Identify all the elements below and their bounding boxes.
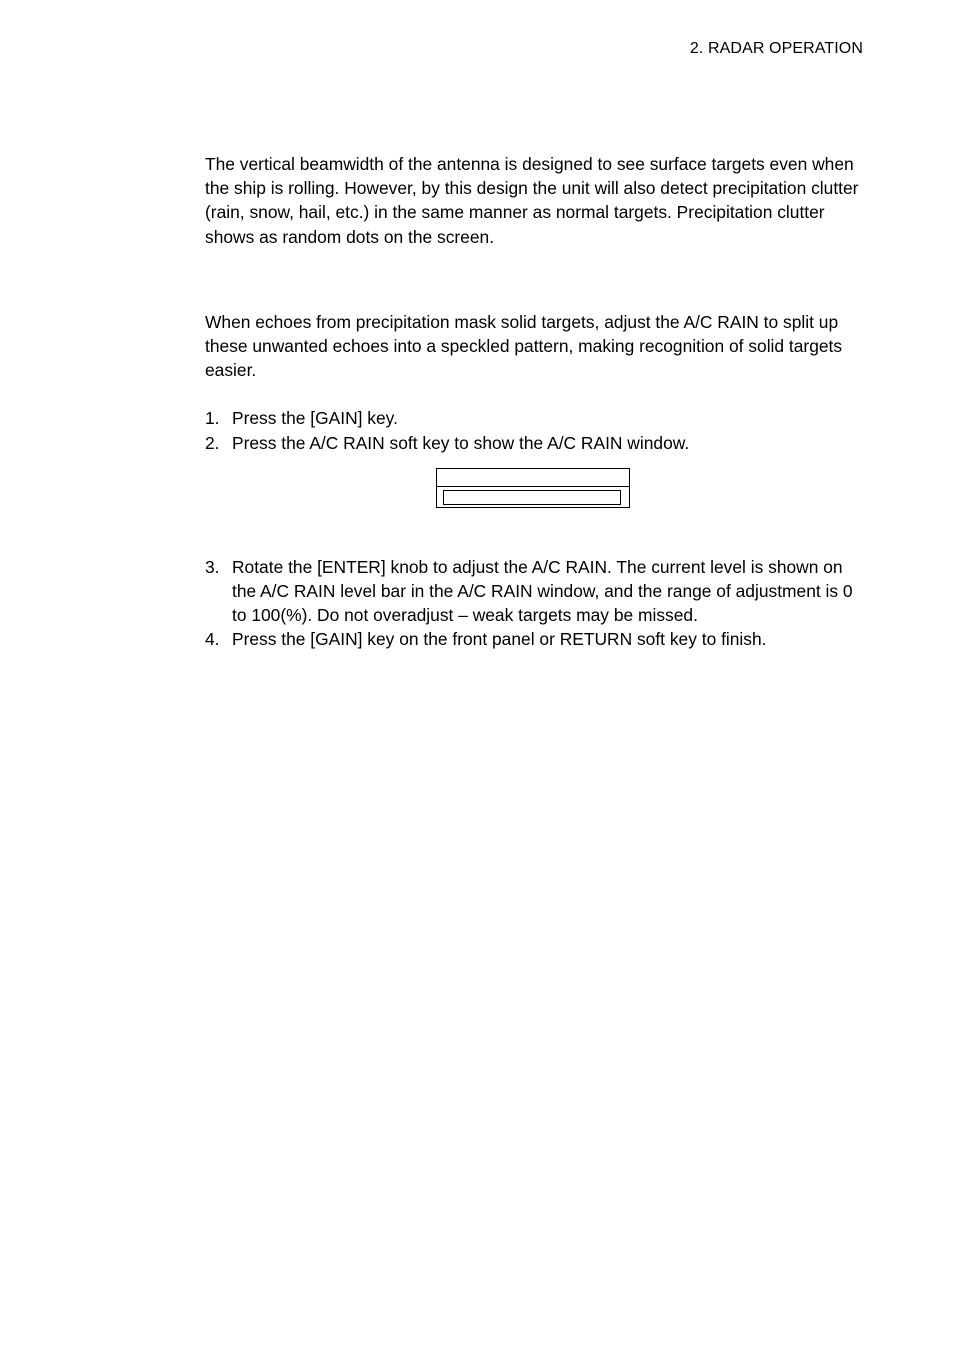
step-number: 1. xyxy=(205,408,220,429)
step-number: 4. xyxy=(205,629,220,650)
page-content xyxy=(205,152,865,652)
step-number: 3. xyxy=(205,556,220,577)
ac-rain-window-title-bar xyxy=(437,469,629,487)
running-header: 2. RADAR OPERATION xyxy=(689,40,863,57)
procedure-steps xyxy=(205,406,865,454)
step-number: 2. xyxy=(205,432,220,453)
step-text: Press the [GAIN] key. xyxy=(232,408,398,429)
step-item xyxy=(205,555,865,628)
step-text: Press the A/C RAIN soft key to show the A/C RAIN window. xyxy=(232,432,690,453)
step-text: Rotate the [ENTER] knob to adjust the A/C RAIN. The current level is shown on the A/C RAIN level bar in the A/C RAIN window, and the range of adjustment is 0 to 100(%). Do not overadjust – weak targets may be missed. xyxy=(232,556,853,626)
procedure-steps-continued xyxy=(205,555,865,652)
paragraph-ac-rain-adjust: When echoes from precipitation mask solid targets, adjust the A/C RAIN to split up these unwanted echoes into a speckled pattern, making recognition of solid targets easier. xyxy=(205,311,843,381)
step-item xyxy=(205,431,865,455)
step-text: Press the [GAIN] key on the front panel or RETURN soft key to finish. xyxy=(232,629,767,650)
paragraph-precipitation-clutter: The vertical beamwidth of the antenna is designed to see surface targets even when the ship is rolling. However, by this design the unit will also detect precipitation clutter (rain, snow, hail, etc.) in the same manner as normal targets. Precipitation clutter shows as random dots on the screen. xyxy=(205,154,859,247)
ac-rain-level-bar xyxy=(443,490,621,505)
step-item xyxy=(205,406,865,430)
step-item xyxy=(205,627,865,651)
ac-rain-window xyxy=(436,468,630,508)
